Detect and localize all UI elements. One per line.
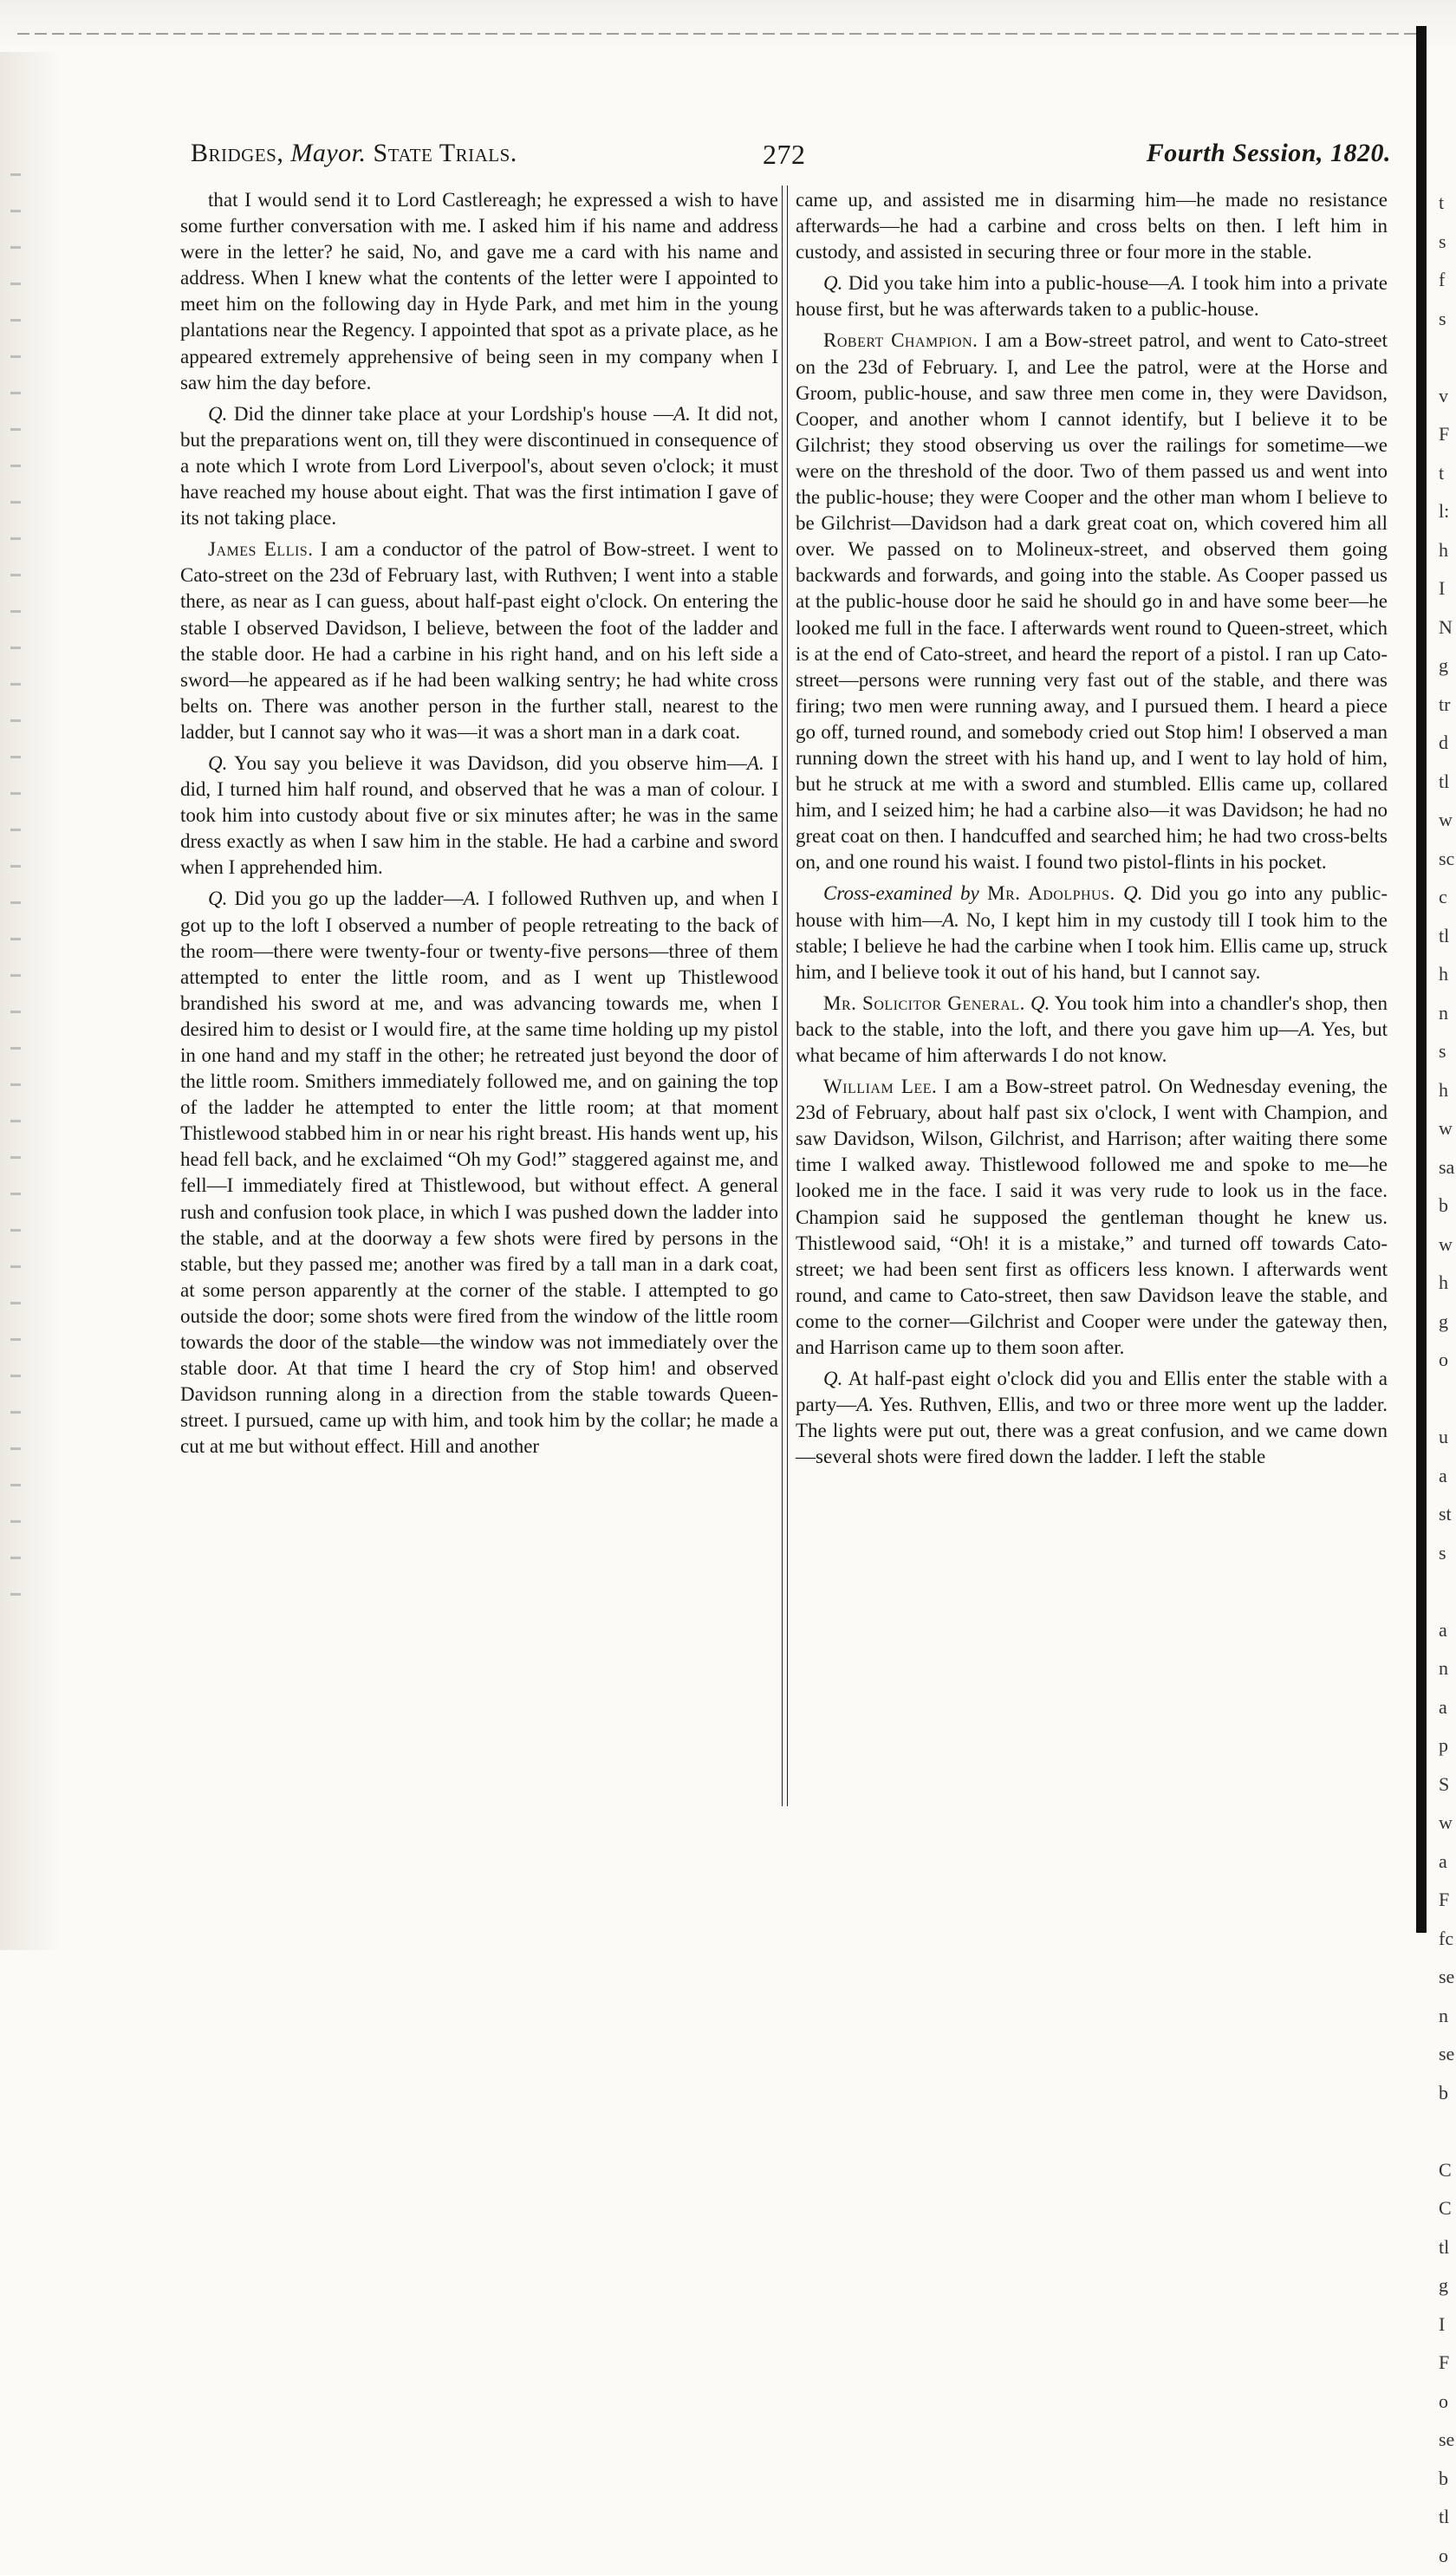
header-left <box>191 139 517 168</box>
edge-letter: n <box>1439 1649 1456 1688</box>
edge-letter: h <box>1439 955 1456 994</box>
edge-letter: w <box>1439 1109 1456 1148</box>
paragraph-text: Did you go into any public-house with him— <box>796 882 1388 930</box>
edge-letter <box>1439 338 1456 377</box>
answer-text: It did not, but the preparations went on, till they were discontinued in consequence of a note which I wrote from Lord Liverpool's, about seven o'clock; it must have reached my house about eight. That was the first intimation I gave of its not taking place. <box>180 403 778 529</box>
paragraph <box>796 187 1388 265</box>
edge-letter: t <box>1439 184 1456 223</box>
answer-marker: A. <box>856 1394 874 1415</box>
edge-letter: o <box>1439 2537 1456 2575</box>
edge-letter: w <box>1439 801 1456 840</box>
edge-letter: tl <box>1439 763 1456 802</box>
edge-letter: F <box>1439 2344 1456 2383</box>
answer-marker: A. <box>942 909 959 931</box>
edge-letter: a <box>1439 1688 1456 1727</box>
edge-letter: o <box>1439 1341 1456 1380</box>
header-title: Mayor. <box>290 139 366 167</box>
edge-letter: a <box>1439 1611 1456 1650</box>
question-marker: Q. <box>823 1368 842 1389</box>
edge-letter: n <box>1439 994 1456 1033</box>
header-series: State Trials. <box>374 139 517 167</box>
edge-letter: I <box>1439 569 1456 608</box>
edge-letter: b <box>1439 2460 1456 2499</box>
edge-letter: st <box>1439 1495 1456 1534</box>
edge-letter: h <box>1439 531 1456 570</box>
answer-text: I followed Ruthven up, and when I got up to the loft I observed a number of people retreating to the back of the room—there were twenty-four or twenty-five persons—three of them attempted to enter the little room, and as I went up Thistlewood brandished his sword at me, and was advancing towards me, when I desired him to desist or I would fire, at the same time holding up my pistol in one hand and my staff in the other; he retreated just beyond the door of the little room. Smithers immediately followed me, and on gaining the top of the ladder he attempted to enter the little room; at that moment Thistlewood stabbed him in or near his right breast. His hands went up, his head fell back, and he exclaimed “Oh my God!” staggered against me, and fell—I immediately fired at Thistlewood, but without effect. A general rush and confusion took place, in which I was pushed down the ladder into the stable, and at the doorway a few shots were fired by persons in the stable, but they passed me; another was fired by a tall man in a dark coat, at some person apparently at the corner of the stable. I attempted to go outside the door; some shots were fired from the window of the little room towards the door of the stable—the window was not immediately over the stable door. At that time I heard the cry of Stop him! and observed Davidson running along in a direction from the stable towards Queen-street. I pursued, came up with him, and took him by the collar; he made a cut at me but without effect. Hill and another <box>180 888 778 1457</box>
question-marker: Q. <box>1123 882 1142 904</box>
edge-letter: sc <box>1439 840 1456 879</box>
edge-letter: a <box>1439 1457 1456 1496</box>
edge-letter: tl <box>1439 2498 1456 2537</box>
edge-letter: C <box>1439 2151 1456 2190</box>
edge-letter: d <box>1439 724 1456 763</box>
edge-letter: g <box>1439 2266 1456 2305</box>
speaker-name: Mr. Solicitor General. <box>823 992 1025 1014</box>
edge-letter: n <box>1439 1997 1456 2036</box>
right-column <box>796 187 1388 1476</box>
edge-letter: h <box>1439 1071 1456 1110</box>
edge-letter: f <box>1439 261 1456 300</box>
column-divider <box>782 185 788 1806</box>
scan-gutter-left <box>0 52 61 1950</box>
edge-letter: v <box>1439 377 1456 416</box>
edge-letter: tl <box>1439 917 1456 956</box>
scan-gutter-marks <box>10 173 21 1603</box>
edge-letter: F <box>1439 1881 1456 1920</box>
question-marker: Q. <box>823 272 842 294</box>
paragraph-text: I am a Bow-street patrol. On Wednesday evening, the 23d of February, about half past six o'clock, I went with Champion, and saw Davidson, Wilson, Gilchrist, and Harrison; after waiting there some time I walked away. Thistlewood followed me and spoke to me—he looked me in the face. I said it was very rude to look us in the face. Champion said he supposed the gentleman thought he knew us. Thistlewood said, “Oh! it is a mistake,” and turned off towards Cato-street; we had been sent first as officers less known. I afterwards went round, and came to Cato-street, then saw Davidson leave the stable, and come to the corner—Gilchrist and Cooper were under the gateway then, and Harrison came up to them soon after. <box>796 1076 1388 1358</box>
edge-letter: g <box>1439 647 1456 686</box>
answer-marker: A. <box>1298 1018 1316 1040</box>
paragraph <box>180 886 778 1460</box>
paragraph <box>180 536 778 745</box>
speaker-name: James Ellis. <box>208 538 313 560</box>
edge-letter: b <box>1439 1187 1456 1226</box>
scan-right-bar <box>1416 26 1427 1933</box>
running-header <box>191 139 1391 173</box>
edge-letter: S <box>1439 1765 1456 1804</box>
scan-edge-top <box>0 0 1456 52</box>
paragraph-text: that I would send it to Lord Castlereagh; he expressed a wish to have some further conversation with me. I asked him if his name and address were in the letter? he said, No, and gave me a card with his name and address. When I knew what the contents of the letter were I appointed to meet him on the following day in Hyde Park, and met him in the young plantations near the Regency. I appointed that spot as a private place, as he appeared extremely apprehensive of being seen in my company when I saw him the day before. <box>180 189 778 393</box>
edge-letter: c <box>1439 878 1456 917</box>
question-marker: Q. <box>1030 992 1050 1014</box>
paragraph <box>796 991 1388 1069</box>
paragraph-text: You took him into a chandler's shop, then back to the stable, into the loft, and there you gave him up— <box>796 992 1388 1040</box>
edge-letter: u <box>1439 1418 1456 1457</box>
question-marker: Q. <box>208 888 227 909</box>
answer-text: Yes, but what became of him afterwards I do not know. <box>796 1018 1388 1066</box>
edge-letter: se <box>1439 2421 1456 2460</box>
paragraph <box>796 328 1388 875</box>
edge-letter: w <box>1439 1226 1456 1265</box>
paragraph-text: I am a Bow-street patrol, and went to Cato-street on the 23d of February. I, and Lee the patrol, were at the Horse and Groom, public-house, and saw three men come in, they were Davidson, Cooper, and another whom I cannot identify, but I believe it to be Gilchrist; they stood observing us over the railings for sometime—we were on the threshold of the door. Two of them passed us and went into the public-house; they were Cooper and the other man whom I believe to be Gilchrist—Davidson had a dark great coat on, which covered him all over. We passed on to Molineux-street, and observed them going backwards and forwards, and going into the stable. As Cooper passed us at the public-house door he said he should go in and have some beer—he looked me full in the face. I afterwards went round to Queen-street, which is at the end of Cato-street, and heard the report of a pistol. I ran up Cato-street—persons were running very fast out of the stable, and there was firing; two men were running away, and I pursued them. I heard a piece go off, turned round, and somebody cried out Stop him! I observed a man running down the street with his hand up, and I went to lay hold of him, but he struck at me with a sword and stumbled. Ellis came up, collared him, and I seized him; he had a carbine also—it was Davidson; he had no great coat on then. I handcuffed and searched him; he had two cross-belts on, and one round his waist. I found two pistol-flints in his pocket. <box>796 329 1388 873</box>
edge-letter: tr <box>1439 686 1456 725</box>
header-name: Bridges, <box>191 139 283 167</box>
speaker-name: Mr. Adolphus. <box>987 882 1115 904</box>
edge-letter: s <box>1439 300 1456 339</box>
paragraph <box>796 1074 1388 1361</box>
edge-letter <box>1439 1572 1456 1611</box>
page-number: 272 <box>763 139 806 171</box>
scan-rule-top <box>17 33 1421 35</box>
edge-letter: o <box>1439 2383 1456 2422</box>
edge-letter: s <box>1439 1534 1456 1573</box>
answer-text: No, I kept him in my custody till I took him to the stable; I believe he had the carbine when I took him. Ellis came up, struck him, and I believe took it out of his hand, but I cannot say. <box>796 909 1388 983</box>
paragraph-text: came up, and assisted me in disarming him—he made no resistance afterwards—he had a carbine and cross belts on then. I left him in custody, and assisted in securing three or four more in the stable. <box>796 189 1388 263</box>
edge-letter: N <box>1439 608 1456 647</box>
paragraph <box>796 1366 1388 1470</box>
question-marker: Q. <box>208 752 227 774</box>
edge-letter: s <box>1439 1032 1456 1071</box>
edge-letter: fc <box>1439 1920 1456 1959</box>
edge-letter <box>1439 2112 1456 2151</box>
paragraph <box>796 270 1388 322</box>
edge-letter: t <box>1439 454 1456 493</box>
edge-letter: b <box>1439 2074 1456 2113</box>
edge-letter <box>1439 1380 1456 1419</box>
answer-marker: A. <box>673 403 691 425</box>
edge-letter: a <box>1439 1843 1456 1882</box>
paragraph <box>180 187 778 396</box>
edge-letter: s <box>1439 223 1456 262</box>
speaker-name: William Lee. <box>823 1076 937 1097</box>
answer-text: I did, I turned him half round, and observed that he was a man of colour. I took him into custody about five or six minutes after; he was in the same dress exactly as when I saw him in the stable. He had a carbine and sword when I apprehended him. <box>180 752 778 878</box>
edge-letter: se <box>1439 1958 1456 1997</box>
paragraph-text: You say you believe it was Davidson, did you observe him— <box>234 752 747 774</box>
edge-letter: p <box>1439 1726 1456 1765</box>
paragraph <box>796 881 1388 985</box>
paragraph-text: Did the dinner take place at your Lordship's house — <box>234 403 673 425</box>
header-session: Fourth Session, 1820. <box>1147 139 1391 168</box>
edge-letter: l: <box>1439 492 1456 531</box>
edge-letter: tl <box>1439 2228 1456 2267</box>
edge-letter: I <box>1439 2305 1456 2344</box>
adjacent-page-edge <box>1439 184 1456 1830</box>
answer-marker: A. <box>747 752 764 774</box>
edge-letter: g <box>1439 1303 1456 1342</box>
paragraph-text: At half-past eight o'clock did you and Ellis enter the stable with a party— <box>796 1368 1388 1415</box>
question-marker: Q. <box>208 403 227 425</box>
answer-text: Yes. Ruthven, Ellis, and two or three more went up the ladder. The lights were put out, there was a great confusion, and we came down—several shots were fired down the ladder. I left the stable <box>796 1394 1388 1467</box>
edge-letter: sa <box>1439 1148 1456 1187</box>
answer-text: I took him into a private house first, but he was afterwards taken to a public-house. <box>796 272 1388 320</box>
paragraph <box>180 751 778 881</box>
speaker-name: Robert Champion. <box>823 329 978 351</box>
answer-marker: A. <box>1168 272 1186 294</box>
paragraph-text: I am a conductor of the patrol of Bow-street. I went to Cato-street on the 23d of February last, with Ruthven; I went into a stable there, as near as I can guess, about half-past eight o'clock. On entering the stable I observed Davidson, I believe, between the foot of the ladder and the stable door. He had a carbine in his right hand, and on his left side a sword—he appeared as if he had been walking sentry; he had white cross belts on. There was another person in the further stall, nearest to the ladder, but I cannot say who it was—it was a short man in a dark coat. <box>180 538 778 743</box>
paragraph-text: Did you take him into a public-house— <box>848 272 1169 294</box>
left-column <box>180 187 778 1466</box>
answer-marker: A. <box>464 888 481 909</box>
edge-letter: w <box>1439 1804 1456 1843</box>
edge-letter: F <box>1439 415 1456 454</box>
cross-examination-label: Cross-examined by <box>823 882 979 904</box>
edge-letter: h <box>1439 1264 1456 1303</box>
paragraph <box>180 401 778 531</box>
edge-letter: se <box>1439 2035 1456 2074</box>
paragraph-text: Did you go up the ladder— <box>235 888 464 909</box>
edge-letter: C <box>1439 2189 1456 2228</box>
